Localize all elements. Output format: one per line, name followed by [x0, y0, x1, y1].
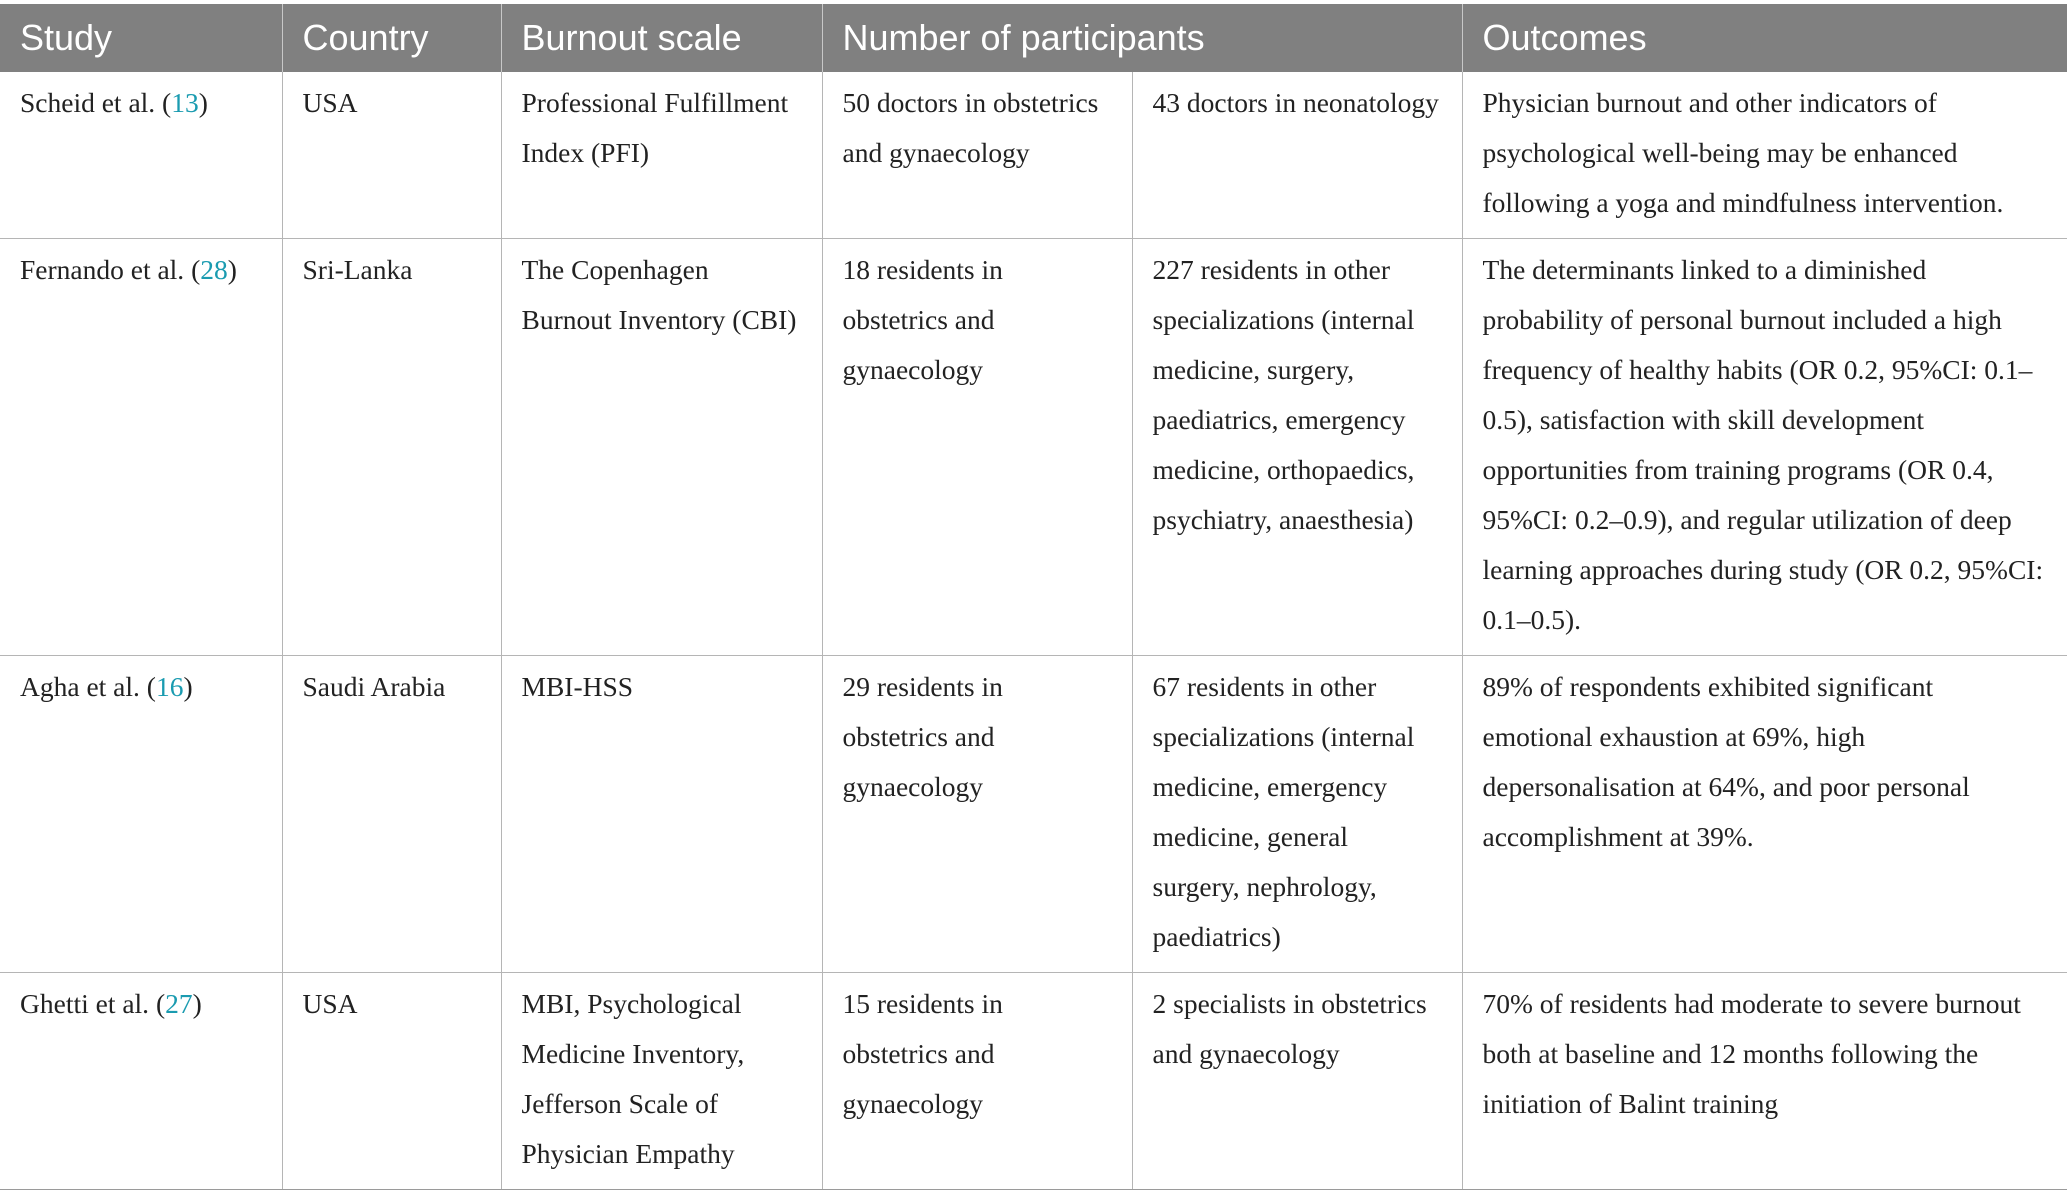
- cell-burnout-scale: Professional Fulfillment Index (PFI): [501, 72, 822, 239]
- cell-participants-obgyn: 18 residents in obstetrics and gynaecology: [822, 239, 1132, 656]
- cell-outcomes: The determinants linked to a diminished probability of personal burnout included a high frequency of healthy habits (OR 0.2, 95%CI: 0.1–0.5), satisfaction with skill development opportunities from training programs (OR 0.4, 95%CI: 0.2–0.9), and regular utilization of deep learning approaches during study (OR 0.2, 95%CI: 0.1–0.5).: [1462, 239, 2067, 656]
- cell-country: USA: [282, 973, 501, 1190]
- cell-study: Agha et al. (16): [0, 656, 282, 973]
- cell-study: Scheid et al. (13): [0, 72, 282, 239]
- cell-participants-obgyn: 15 residents in obstetrics and gynaecology: [822, 973, 1132, 1190]
- table-header: [0, 4, 2067, 72]
- table-row: [0, 72, 2067, 239]
- reference-link[interactable]: 27: [165, 988, 193, 1019]
- cell-burnout-scale: MBI-HSS: [501, 656, 822, 973]
- study-name: Fernando et al.: [20, 254, 185, 285]
- header-country: Country: [282, 4, 501, 72]
- cell-study: Fernando et al. (28): [0, 239, 282, 656]
- cell-country: Sri-Lanka: [282, 239, 501, 656]
- header-study: Study: [0, 4, 282, 72]
- table-row: [0, 973, 2067, 1190]
- cell-country: Saudi Arabia: [282, 656, 501, 973]
- table-row: [0, 239, 2067, 656]
- cell-participants-other: 2 specialists in obstetrics and gynaecology: [1132, 973, 1462, 1190]
- table-row: [0, 656, 2067, 973]
- header-outcomes: Outcomes: [1462, 4, 2067, 72]
- cell-participants-other: 67 residents in other specializations (internal medicine, emergency medicine, general surgery, nephrology, paediatrics): [1132, 656, 1462, 973]
- reference-link[interactable]: 28: [200, 254, 228, 285]
- cell-participants-other: 43 doctors in neonatology: [1132, 72, 1462, 239]
- reference-link[interactable]: 13: [171, 87, 199, 118]
- cell-participants-obgyn: 50 doctors in obstetrics and gynaecology: [822, 72, 1132, 239]
- reference-link[interactable]: 16: [155, 671, 184, 702]
- study-name: Scheid et al.: [20, 87, 156, 118]
- header-row: [0, 4, 2067, 72]
- studies-table: [0, 4, 2067, 1190]
- cell-burnout-scale: The Copenhagen Burnout Inventory (CBI): [501, 239, 822, 656]
- header-number-of-participants: Number of participants: [822, 4, 1462, 72]
- cell-outcomes: 70% of residents had moderate to severe burnout both at baseline and 12 months following the initiation of Balint training: [1462, 973, 2067, 1190]
- cell-outcomes: Physician burnout and other indicators of psychological well-being may be enhanced following a yoga and mindfulness intervention.: [1462, 72, 2067, 239]
- cell-country: USA: [282, 72, 501, 239]
- header-burnout-scale: Burnout scale: [501, 4, 822, 72]
- study-name: Agha et al.: [20, 671, 140, 702]
- cell-participants-obgyn: 29 residents in obstetrics and gynaecology: [822, 656, 1132, 973]
- cell-burnout-scale: MBI, Psychological Medicine Inventory, Jefferson Scale of Physician Empathy: [501, 973, 822, 1190]
- cell-outcomes: 89% of respondents exhibited significant emotional exhaustion at 69%, high depersonalisation at 64%, and poor personal accomplishment at 39%.: [1462, 656, 2067, 973]
- cell-participants-other: 227 residents in other specializations (internal medicine, surgery, paediatrics, emergency medicine, orthopaedics, psychiatry, anaesthesia): [1132, 239, 1462, 656]
- study-name: Ghetti et al.: [20, 988, 150, 1019]
- cell-study: Ghetti et al. (27): [0, 973, 282, 1190]
- table-body: [0, 72, 2067, 1190]
